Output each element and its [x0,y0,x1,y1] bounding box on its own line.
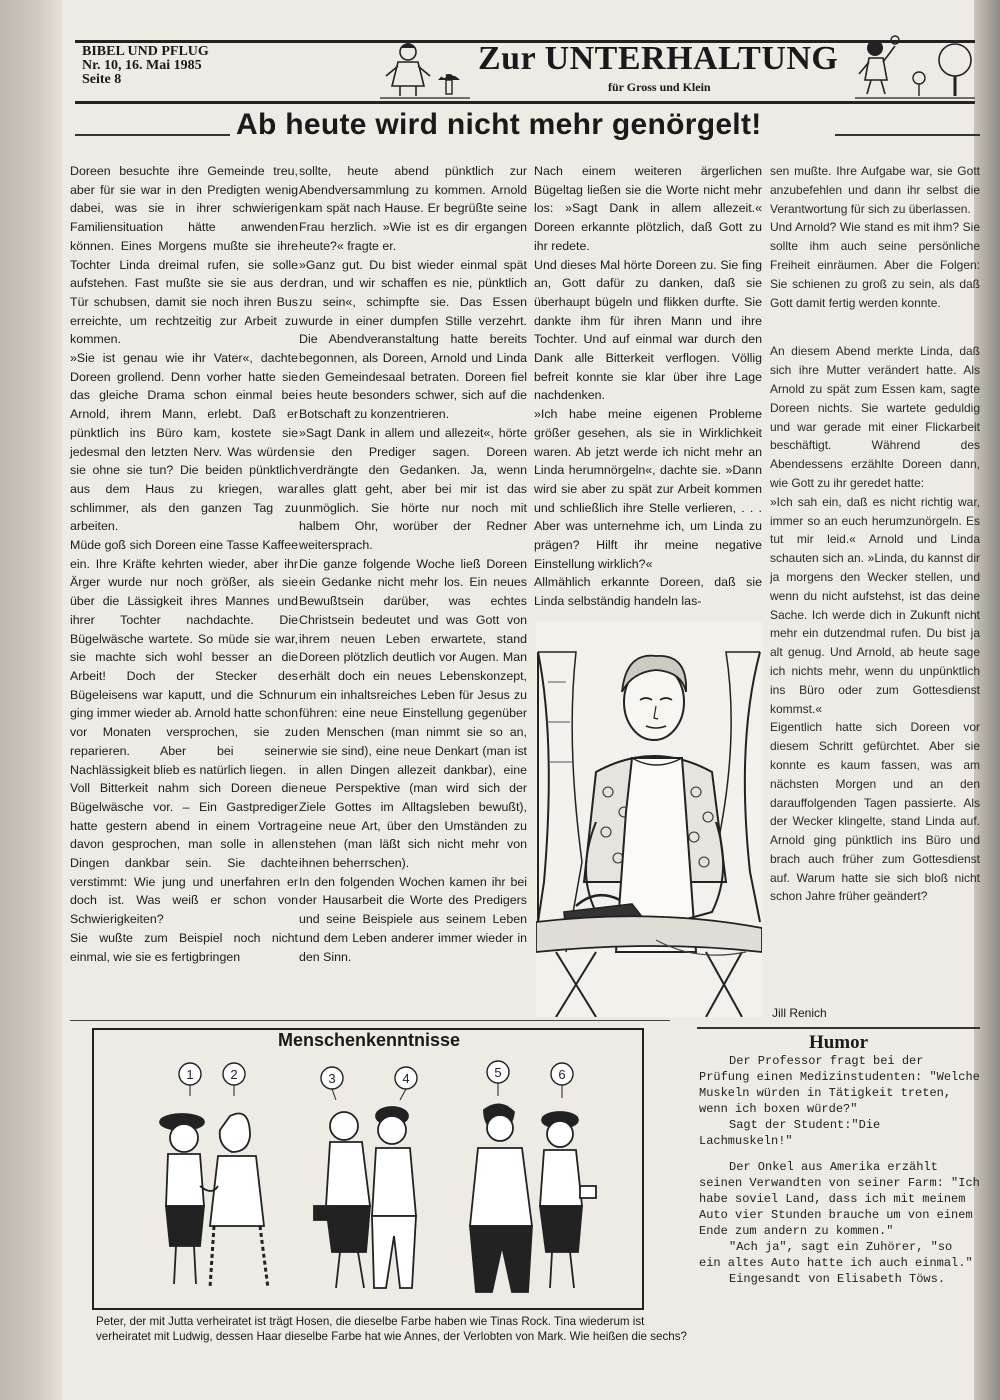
paragraph: An diesem Abend merkte Linda, daß sich ihre Mutter verändert hatte. Als Arnold zu spät zum Essen kam, sagte Doreen nichts. Sie wartete geduldig und war gerade mit einer Flickarbeit beschäftigt. Während des Abendessens erzählte Doreen dann, wie Gott zu ihr geredet hatte: [770,344,980,490]
humor-title: Humor [808,1032,869,1053]
quiz-caption: Peter, der mit Jutta verheiratet ist trägt Hosen, die dieselbe Farbe haben wie Tinas Rock. Tina wiederum ist verheiratet mit Ludwig, dessen Haar dieselbe Farbe hat wie Annes, der Verlobten von Mark. Wie heißen die sechs? [96,1315,687,1343]
humor-credit: Eingesandt von Elisabeth Töws. [729,1272,946,1286]
quiz-number-6: 6 [558,1067,566,1082]
section-subtitle: für Gross und Klein [608,80,711,94]
boy-tree-illustration [855,34,977,102]
joke-1-answer: Sagt der Student:"Die Lachmuskeln!" [699,1118,881,1148]
paragraph: sen mußte. Ihre Aufgabe war, sie Gott anzubefehlen und dann ihr selbst die Verantwortung für sich zu überlassen. [770,164,980,216]
paragraph: Die ganze folgende Woche ließ Doreen ein Gedanke nicht mehr los. Ein neues Bewußtsein darüber, was echtes Christsein bedeutet und was Gott von ihrem neuen Leben erwartete, stand Doreen plötzlich deutlich vor Augen. Man erhält doch ein neues Lebenskonzept, um ein inhaltsreiches Leben für Jesus zu führen: eine neue Einstellung gegenüber den Menschen (man nimmt sie so an, wie sie sind), eine neue Denkart (man ist in allen Dingen allezeit dankbar), eine neue Perspektive (man wird sich der Ziele Gottes im Alltagsleben bewußt), eine neue Art, über den Umständen zu stehen (man läßt sich nicht mehr von ihnen beherrschen). [299,556,527,871]
paragraph: »Ich sah ein, daß es nicht richtig war, immer so an euch herumzunörgeln. Es tut mir leid.« Arnold und Linda schauten sich an. »Linda, du kannst dir ja morgens den Wecker stellen, und wenn du nicht aufstehst, ist das deine Sache. Ich werde dich in Zukunft nicht mehr ein dutzendmal rufen. Du bist ja alt genug. Und Arnold, ab heute sage ich nichts mehr, wenn du unpünktlich ins Büro oder zum Gottesdienst kommst.« [770,494,980,716]
joke-2-story: Der Onkel aus Amerika erzählt seinen Verwandten von seiner Farm: "Ich habe soviel Land, dass ich mit meinem Auto vier Stunden brauche um von einem Ende zum andern zu kommen." [699,1160,980,1238]
spacer [699,1149,980,1159]
paragraph: Sie wußte zum Beispiel noch nicht einmal, wie sie es fertigbringen [70,930,298,964]
paragraph: Eigentlich hatte sich Doreen vor diesem Schritt gefürchtet. Aber sie konnte es kaum fassen, was am nächsten Morgen und an den darauffolgenden Tagen passierte. Als der Wecker klingelte, stand Linda auf. Arnold ging pünktlich ins Büro und brach auch früher zum Gottesdienst auf. Warum hatte sie sich bloß nicht schon Jahre früher geändert? [770,720,980,904]
paragraph: Allmählich erkannte Doreen, daß sie Linda selbständig handeln las- [534,575,762,609]
publication-name: BIBEL UND PFLUG [82,44,209,59]
article-headline: Ab heute wird nicht mehr genörgelt! [236,108,762,141]
girl-mushroom-illustration [378,36,473,102]
paragraph: Doreen besuchte ihre Gemeinde treu, aber für sie war in den Predigten wenig dabei, was sie in ihrer schwierigen Familiensituation hätte anwenden können. Eines Morgens mußte sie ihre Tochter Linda dreimal rufen, sie solle aufstehen. Fast mußte sie sie aus der Tür schubsen, damit sie noch ihren Bus erreichte, um rechtzeitig zur Arbeit zu kommen. [70,164,298,347]
quiz-number-2: 2 [230,1067,238,1082]
issue-number: Nr. 10, 16. Mai 1985 [82,58,202,73]
publication-info [82,45,282,87]
article-column-2 [299,162,527,966]
paragraph: »Ganz gut. Du bist wieder einmal spät dran, und wir schaffen es nie, pünktlich zu sein«, schimpfte sie. Das Essen wurde in einer dumpfen Stille verzehrt. Die Abendveranstaltung hatte bereits begonnen, als Doreen, Arnold und Linda den Gemeindesaal betraten. Doreen fiel es heute besonders schwer, sich auf die Botschaft zu konzentrieren. [299,257,527,422]
people-puzzle-illustration [100,1056,636,1306]
article-author: Jill Renich [772,1006,827,1020]
quiz-number-1: 1 [186,1067,194,1082]
paragraph: »Sagt Dank in allem und allezeit«, hörte sie den Prediger sagen. Doreen verdrängte den Gedanken. Ja, wenn alles glatt geht, aber bei mir ist das unmöglich. Sie hörte nur noch mit halbem Ohr, worüber der Redner weitersprach. [299,425,527,553]
article-end-rule [70,1020,670,1021]
article-column-3 [534,162,762,611]
paragraph: sollte, heute abend pünktlich zur Abendversammlung zu kommen. Arnold kam spät nach Hause. Er begrüßte seine Frau herzlich. »Wie ist es dir ergangen heute?« fragte er. [299,164,527,253]
paragraph: Und Arnold? Wie stand es mit ihm? Sie sollte ihm auch seine persönliche Freiheit einräumen. Aber die Folgen: Sie schienen zu groß zu sein, als daß Gott damit fertig werden konnte. [770,220,980,310]
page-number: Seite 8 [82,72,122,87]
joke-2-punchline: "Ach ja", sagt ein Zuhörer, "so ein altes Auto hatte ich auch einmal." [699,1240,973,1270]
binding-shadow [0,0,62,1400]
humor-top-rule [697,1027,980,1029]
section-title: Zur UNTERHALTUNG [478,40,839,77]
paragraph: Und dieses Mal hörte Doreen zu. Sie fing an, Gott dafür zu danken, daß sie überhaupt bügeln und flikken durfte. Sie dankte ihm für ihren Mann und ihre Tochter. Und auf einmal war durch den Dank alle Bitterkeit verflogen. Völlig befreit konnte sie klar über ihre Lage nachdenken. [534,257,762,403]
headline-rule-right [835,134,980,136]
humor-column [699,1053,980,1287]
quiz-number-5: 5 [494,1065,502,1080]
paragraph: Nach einem weiteren ärgerlichen Bügeltag ließen sie die Worte nicht mehr los: »Sagt Dank in allem allezeit.« Doreen erkannte plötzlich, daß Gott zu ihr redete. [534,164,762,253]
masthead-bottom-rule [75,101,975,104]
quiz-number-3: 3 [328,1071,336,1086]
quiz-title: Menschenkenntnisse [277,1030,461,1050]
joke-1-question: Der Professor fragt bei der Prüfung einen Medizinstudenten: "Welche Muskeln würden in Tätigkeit treten, wenn ich boxen würde?" [699,1054,980,1116]
paragraph: In den folgenden Wochen kamen ihr bei der Hausarbeit die Worte des Predigers und seine Beispiele aus seinem Leben und dem Leben anderer immer wieder in den Sinn. [299,874,527,964]
article-column-4 [770,162,980,906]
paragraph: »Ich habe meine eigenen Probleme größer gesehen, als sie in Wirklichkeit waren. Ab jetzt werde ich nicht mehr an Linda herumnörgeln«, dachte sie. »Dann wird sie aber zu spät zur Arbeit kommen und schließlich ihre Stelle verlieren, . . . Aber was unternehme ich, um Linda zu prägen? Hilft ihr meine negative Einstellung wirklich?« [534,407,762,571]
headline-rule-left [75,134,230,136]
paragraph: Müde goß sich Doreen eine Tasse Kaffee ein. Ihre Kräfte kehrten wieder, aber ihr Ärger wurde nur noch größer, als sie über die Lässigkeit ihres Mannes und ihrer Tochter nachdachte. Die Bügelwäsche wartete. So müde sie war, sie machte sich wohl besser an die Arbeit! Doch der Stecker des Bügeleisens war kaputt, und die Schnur ging immer wieder ab. Arnold hatte schon vor Monaten versprochen, sie zu reparieren. Aber bei seiner Nachlässigkeit blieb es natürlich liegen. [70,538,298,777]
quiz-number-4: 4 [402,1071,410,1086]
woman-ironing-illustration [536,622,762,1017]
article-column-1 [70,162,298,966]
paragraph: Voll Bitterkeit nahm sich Doreen die Bügelwäsche vor. – Ein Gastprediger hatte gestern abend in einem Vortrag davon gesprochen, man solle in allen Dingen dankbar sein. Sie dachte verstimmt: Wie jung und unerfahren er doch ist. Was weiß er schon von Schwierigkeiten? [70,781,298,927]
paragraph: »Sie ist genau wie ihr Vater«, dachte Doreen grollend. Denn vorher hatte sie das gleiche Drama schon einmal bei Arnold, ihrem Mann, erlebt. Daß er pünktlich ins Büro kam, kostete sie jedesmal den letzten Nerv. Was würden sie ohne sie tun? Die beiden pünktlich aus dem Haus zu kriegen, war schlimmer, als den ganzen Tag zu arbeiten. [70,351,298,534]
